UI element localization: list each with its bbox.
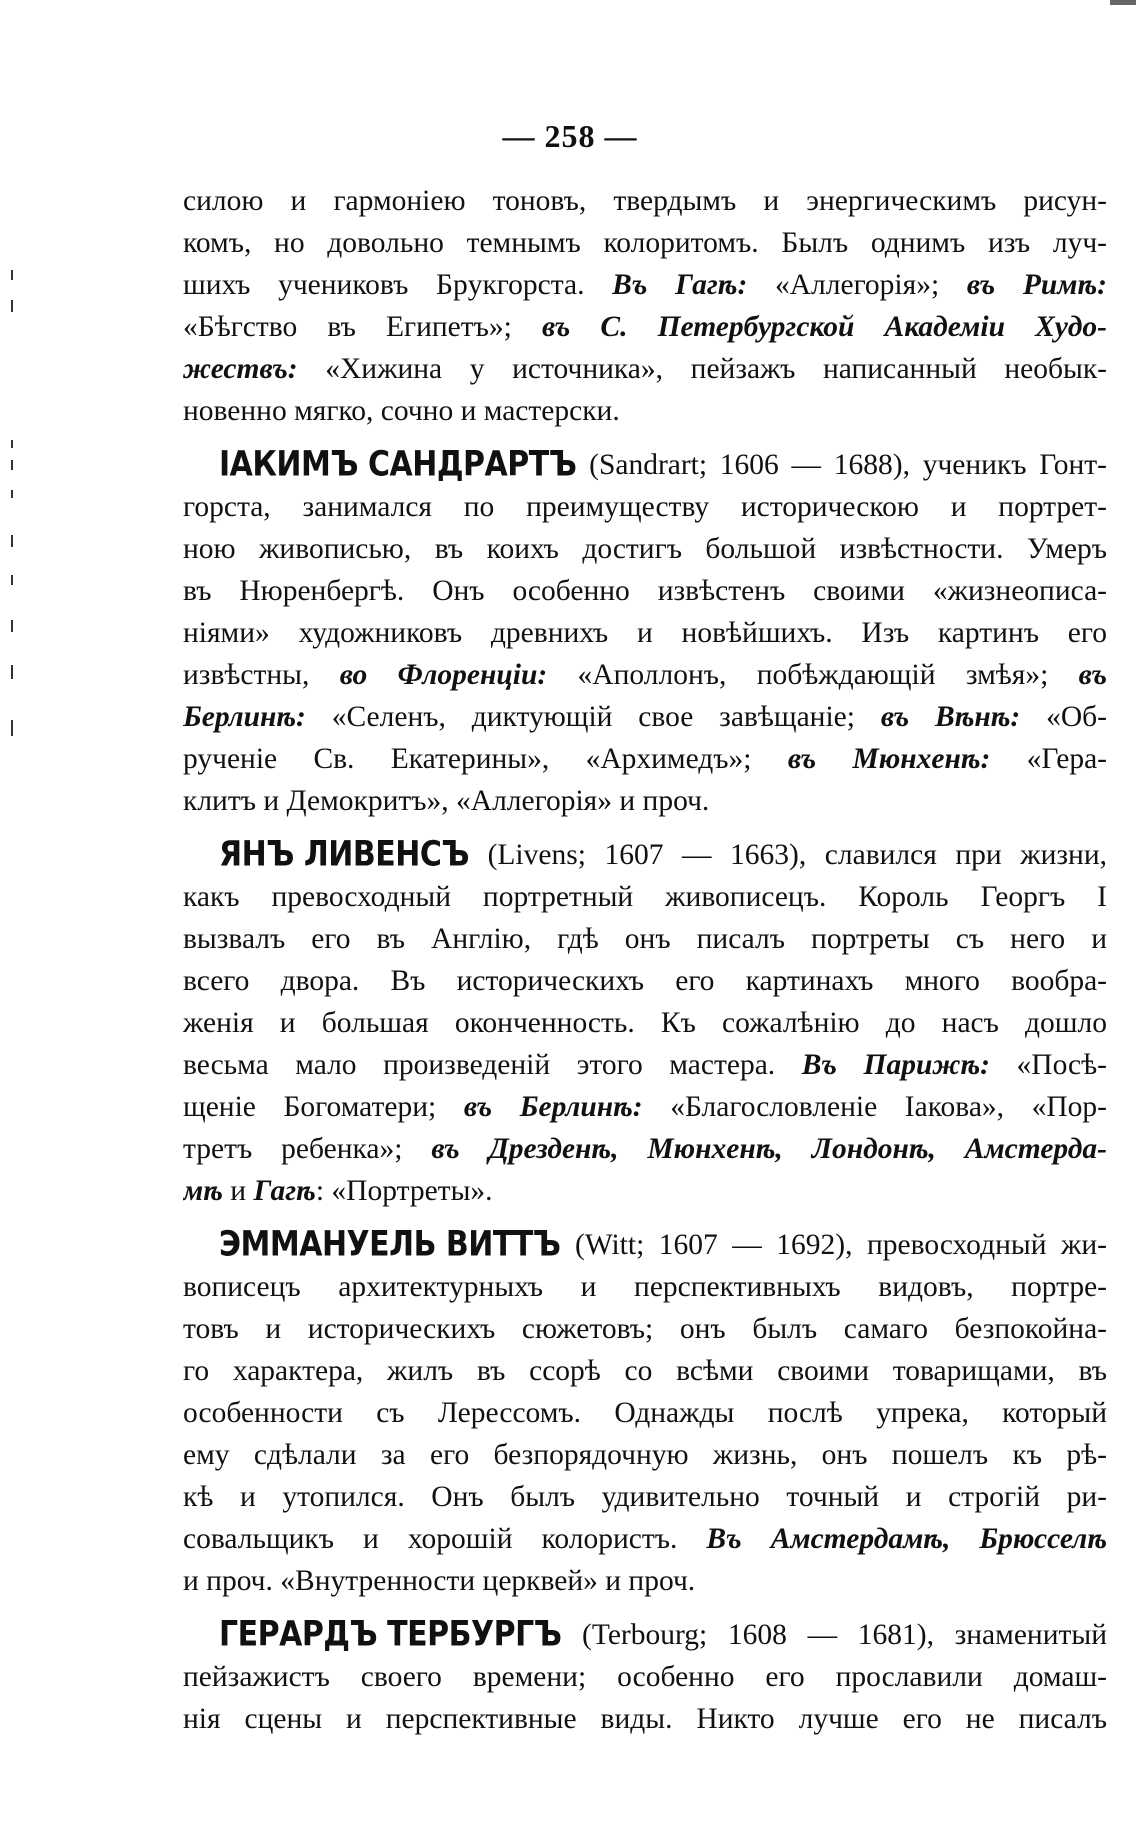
text-segment: какъ превосходный портретный живописецъ. Король Георгъ I bbox=[183, 881, 1107, 913]
location-italic: мѣ bbox=[183, 1175, 223, 1207]
text-line bbox=[183, 390, 1107, 432]
text-line bbox=[183, 444, 1107, 486]
text-segment: новенно мягко, сочно и мастерски. bbox=[183, 395, 620, 427]
text-segment: и bbox=[222, 1175, 254, 1207]
text-segment: «Селенъ, диктующій свое завѣщаніе; bbox=[305, 701, 881, 733]
text-line bbox=[183, 1170, 1107, 1212]
text-line bbox=[183, 1434, 1107, 1476]
location-italic: въ Дрезденѣ, Мюнхенѣ, Лондонѣ, Амстерда- bbox=[431, 1133, 1107, 1165]
text-segment: вызвалъ его въ Англію, гдѣ онъ писалъ портреты съ него и bbox=[183, 923, 1107, 955]
text-line bbox=[183, 918, 1107, 960]
text-line bbox=[183, 1224, 1107, 1266]
text-line bbox=[183, 834, 1107, 876]
text-segment: женія и большая оконченность. Къ сожалѣнію до насъ дошло bbox=[183, 1007, 1107, 1039]
text-segment: товъ и историческихъ сюжетовъ; онъ былъ самаго безпокойна- bbox=[183, 1313, 1107, 1345]
text-segment: : «Портреты». bbox=[315, 1175, 493, 1207]
text-segment: (Witt; 1607 — 1692), превосходный жи- bbox=[560, 1229, 1107, 1261]
text-line bbox=[183, 222, 1107, 264]
text-segment: комъ, но довольно темнымъ колоритомъ. Былъ однимъ изъ луч- bbox=[183, 227, 1107, 259]
text-segment: ему сдѣлали за его безпорядочную жизнь, онъ пошелъ къ рѣ- bbox=[183, 1439, 1107, 1471]
scan-mark bbox=[11, 575, 13, 585]
text-line bbox=[183, 1350, 1107, 1392]
text-line bbox=[183, 1560, 1107, 1602]
text-segment: совальщикъ и хорошій колористъ. bbox=[183, 1523, 707, 1555]
location-italic: Въ Амстердамѣ, Брюсселѣ bbox=[706, 1523, 1107, 1555]
text-line bbox=[183, 348, 1107, 390]
text-line bbox=[183, 570, 1107, 612]
text-segment: нія сцены и перспективные виды. Никто лучше его не писалъ bbox=[183, 1703, 1107, 1735]
scan-mark bbox=[11, 440, 13, 448]
text-segment: клитъ и Демокритъ», «Аллегорія» и проч. bbox=[183, 785, 710, 817]
text-segment: «Аполлонъ, побѣждающій змѣя»; bbox=[547, 659, 1079, 691]
scan-mark bbox=[11, 620, 13, 632]
body-text bbox=[183, 180, 1107, 1740]
text-line bbox=[183, 1002, 1107, 1044]
text-segment: «Аллегорія»; bbox=[747, 269, 967, 301]
location-italic: въ Берлинѣ: bbox=[463, 1091, 643, 1123]
scan-mark bbox=[11, 270, 13, 280]
location-italic: въ С. Петербургской Академіи Худо- bbox=[541, 311, 1107, 343]
text-line bbox=[183, 1086, 1107, 1128]
location-italic: въ bbox=[1078, 659, 1107, 691]
text-line bbox=[183, 612, 1107, 654]
text-segment: силою и гармоніею тоновъ, твердымъ и энергическимъ рисун- bbox=[183, 185, 1107, 217]
page-number: — 258 — bbox=[502, 118, 638, 154]
text-line bbox=[183, 876, 1107, 918]
text-segment: пейзажистъ своего времени; особенно его прославили домаш- bbox=[183, 1661, 1107, 1693]
location-italic: въ Римѣ: bbox=[966, 269, 1107, 301]
text-segment: «Посѣ- bbox=[989, 1049, 1107, 1081]
text-line bbox=[183, 780, 1107, 822]
text-segment: всего двора. Въ историческихъ его картинахъ много вообра- bbox=[183, 965, 1107, 997]
artist-name: ІАКИМЪ САНДРАРТЪ bbox=[219, 444, 577, 485]
text-line bbox=[183, 1476, 1107, 1518]
text-segment: «Бѣгство въ Египетъ»; bbox=[183, 311, 542, 343]
text-line bbox=[183, 960, 1107, 1002]
text-line bbox=[183, 1392, 1107, 1434]
text-line bbox=[183, 654, 1107, 696]
scan-mark bbox=[11, 300, 13, 312]
text-line bbox=[183, 1656, 1107, 1698]
scan-corner-mark bbox=[1110, 0, 1136, 5]
text-segment: щеніе Богоматери; bbox=[183, 1091, 464, 1123]
text-line bbox=[183, 738, 1107, 780]
text-line bbox=[183, 180, 1107, 222]
location-italic: въ Вѣнѣ: bbox=[880, 701, 1021, 733]
text-line bbox=[183, 306, 1107, 348]
text-segment: (Terbourg; 1608 — 1681), знаменитый bbox=[561, 1619, 1107, 1651]
text-line bbox=[183, 696, 1107, 738]
scan-mark bbox=[11, 665, 13, 679]
text-segment: «Хижина у источника», пейзажъ написанный необык- bbox=[297, 353, 1107, 385]
margin-scan-marks bbox=[8, 270, 22, 750]
text-segment: рученіе Св. Екатерины», «Архимедъ»; bbox=[183, 743, 788, 775]
scan-mark bbox=[11, 460, 13, 470]
artist-name: ЯНЪ ЛИВЕНСЪ bbox=[219, 834, 470, 875]
text-line bbox=[183, 1308, 1107, 1350]
text-segment: ною живописью, въ коихъ достигъ большой извѣстности. Умеръ bbox=[183, 533, 1107, 565]
text-line bbox=[183, 1614, 1107, 1656]
text-line bbox=[183, 486, 1107, 528]
location-italic: жествъ: bbox=[183, 353, 298, 385]
text-segment: го характера, жилъ въ ссорѣ со всѣми своими товарищами, въ bbox=[183, 1355, 1107, 1387]
text-segment: въ Нюренбергѣ. Онъ особенно извѣстенъ своими «жизнеописа- bbox=[183, 575, 1107, 607]
text-segment: извѣстны, bbox=[183, 659, 340, 691]
text-line bbox=[183, 528, 1107, 570]
text-segment: весьма мало произведеній этого мастера. bbox=[183, 1049, 802, 1081]
location-italic: во Флоренціи: bbox=[339, 659, 548, 691]
artist-name: ГЕРАРДЪ ТЕРБУРГЪ bbox=[219, 1614, 562, 1655]
text-line bbox=[183, 1266, 1107, 1308]
location-italic: Берлинѣ: bbox=[183, 701, 306, 733]
text-segment: шихъ учениковъ Бpукгорста. bbox=[183, 269, 613, 301]
text-line bbox=[183, 1128, 1107, 1170]
text-segment: (Livens; 1607 — 1663), славился при жизни, bbox=[469, 839, 1107, 871]
text-line bbox=[183, 1518, 1107, 1560]
text-line bbox=[183, 1698, 1107, 1740]
text-segment: «Об- bbox=[1020, 701, 1107, 733]
scan-mark bbox=[11, 720, 13, 736]
text-segment: ніями» художниковъ древнихъ и новѣйшихъ. Изъ картинъ его bbox=[183, 617, 1107, 649]
text-segment: «Гера- bbox=[990, 743, 1107, 775]
text-segment: третъ ребенка»; bbox=[183, 1133, 432, 1165]
text-segment: «Благословленіе Іакова», «Пор- bbox=[642, 1091, 1107, 1123]
scan-mark bbox=[11, 490, 13, 498]
text-segment: кѣ и утопился. Онъ былъ удивительно точный и строгій ри- bbox=[183, 1481, 1107, 1513]
location-italic: Въ Парижѣ: bbox=[801, 1049, 990, 1081]
text-segment: и проч. «Внутренности церквей» и проч. bbox=[183, 1565, 696, 1597]
text-segment: горста, занимался по преимуществу историческою и портрет- bbox=[183, 491, 1107, 523]
location-italic: въ Мюнхенѣ: bbox=[787, 743, 991, 775]
scan-mark bbox=[11, 535, 13, 547]
text-segment: особенности съ Лерессомъ. Однажды послѣ упрека, который bbox=[183, 1397, 1107, 1429]
text-line bbox=[183, 1044, 1107, 1086]
text-line bbox=[183, 264, 1107, 306]
location-italic: Гагѣ bbox=[253, 1175, 316, 1207]
location-italic: Въ Гагѣ: bbox=[612, 269, 748, 301]
artist-name: ЭММАНУЕЛЬ ВИТТЪ bbox=[219, 1224, 561, 1265]
text-segment: (Sandrart; 1606 — 1688), ученикъ Гонт- bbox=[576, 449, 1107, 481]
text-segment: вописецъ архитектурныхъ и перспективныхъ видовъ, портре- bbox=[183, 1271, 1107, 1303]
